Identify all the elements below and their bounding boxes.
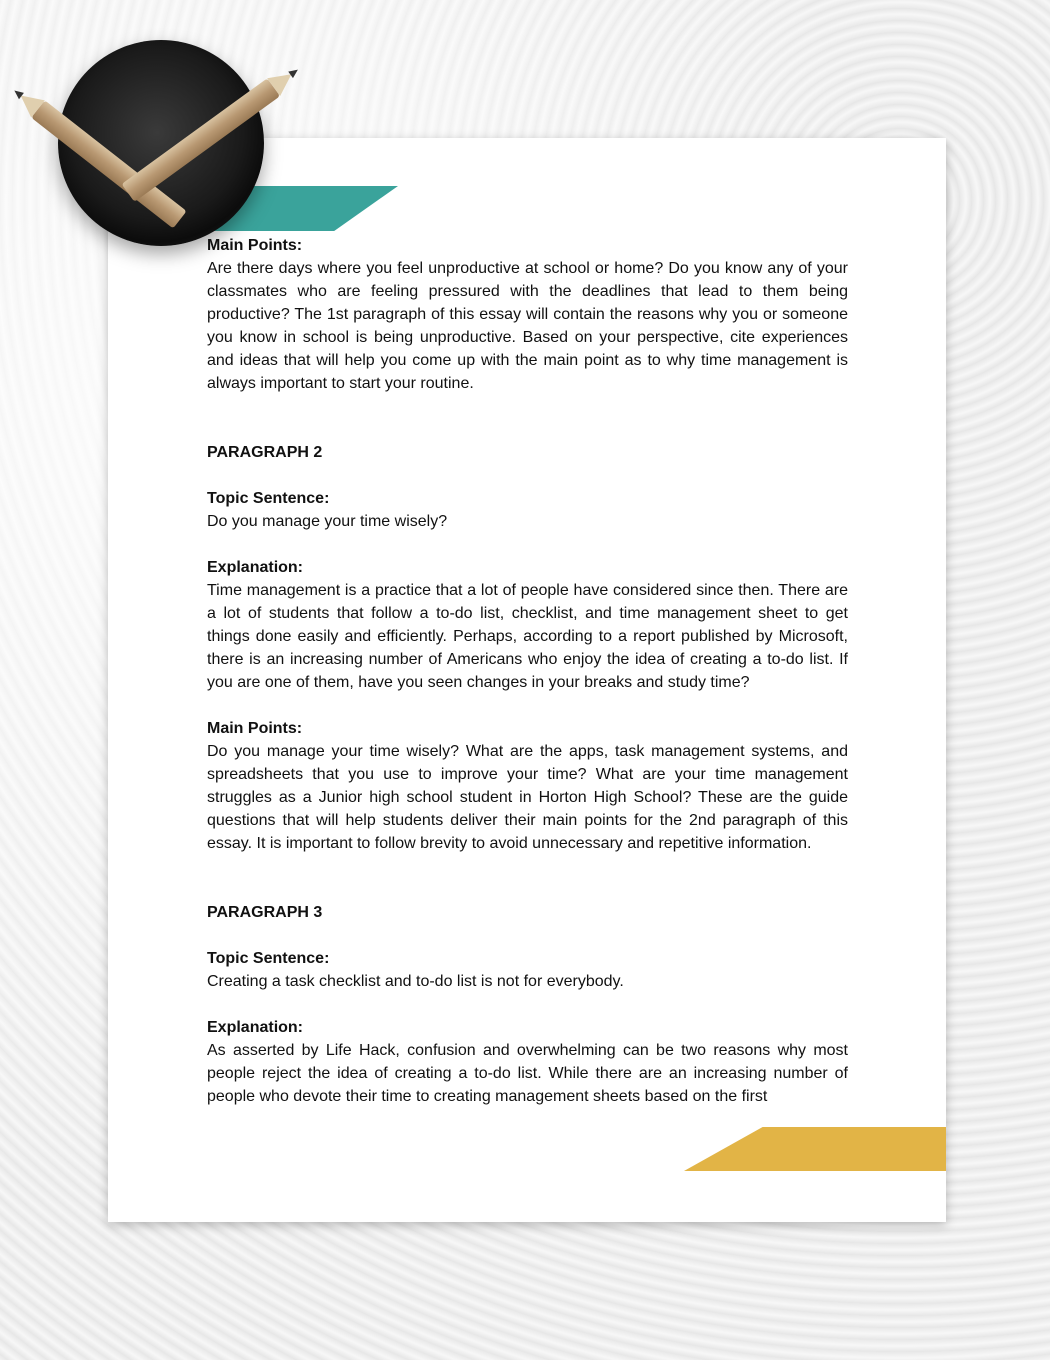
- explanation-label: Explanation:: [207, 559, 304, 576]
- main-points-label: Main Points:: [207, 237, 303, 254]
- topic-sentence-text: Creating a task checklist and to-do list is not for everybody.: [207, 973, 624, 990]
- main-points-label: Main Points:: [207, 720, 303, 737]
- explanation-label: Explanation:: [207, 1019, 304, 1036]
- main-points-text: Do you manage your time wisely? What are the apps, task management systems, and spreadsheets that you use to improve your time? What are your time management struggles as a Junior high school student in Horton High School? These are the guide questions that will help students deliver their main points for the 2nd paragraph of this essay. It is important to follow brevity to avoid unnecessary and repetitive information.: [207, 743, 848, 852]
- paragraph-heading: PARAGRAPH 2: [207, 444, 323, 461]
- explanation-text: As asserted by Life Hack, confusion and overwhelming can be two reasons why most people reject the idea of creating a to-do list. While there are an increasing number of people who devote their time to creating management sheets based on the first: [207, 1042, 848, 1105]
- topic-sentence-label: Topic Sentence:: [207, 950, 330, 967]
- paragraph-heading: PARAGRAPH 3: [207, 904, 323, 921]
- main-points-text: Are there days where you feel unproductive at school or home? Do you know any of your classmates who are feeling pressured with the deadlines that lead to them being productive? The 1st paragraph of this essay will contain the reasons why you or someone you know in school is being unproductive. Based on your perspective, cite experiences and ideas that will help you come up with the main point as to why time management is always important to start your routine.: [207, 260, 848, 392]
- topic-sentence-text: Do you manage your time wisely?: [207, 513, 448, 530]
- document-body: [207, 234, 848, 1108]
- explanation-text: Time management is a practice that a lot of people have considered since then. There are a lot of students that follow a to-do list, checklist, and time management sheet to get things done easily and efficiently. Perhaps, according to a report published by Microsoft, there is an increasing number of Americans who enjoy the idea of creating a to-do list. If you are one of them, have you seen changes in your breaks and study time?: [207, 582, 848, 691]
- topic-sentence-label: Topic Sentence:: [207, 490, 330, 507]
